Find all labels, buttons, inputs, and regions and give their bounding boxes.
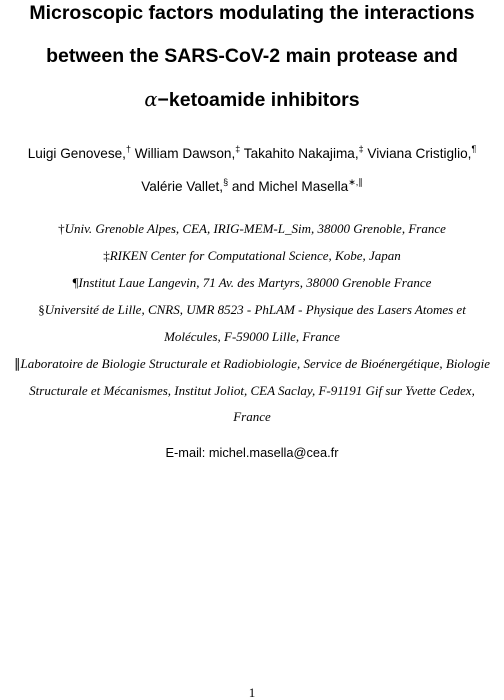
author-name: Viviana Cristiglio,: [367, 146, 472, 161]
author-name: Luigi Genovese,: [27, 146, 126, 161]
affiliation-mark: §: [38, 302, 45, 317]
authors-line-2: [0, 177, 504, 194]
author-affil-mark: ¶: [471, 144, 477, 154]
title-line-1: Microscopic factors modulating the interactions: [29, 2, 475, 24]
author-name: Valérie Vallet,: [141, 179, 224, 194]
authors-line-1: [0, 144, 504, 161]
title-line-3-rest: −ketoamide inhibitors: [157, 89, 360, 111]
affiliation-text: Univ. Grenoble Alpes, CEA, IRIG-MEM-L_Sim, 38000 Grenoble, France: [64, 221, 446, 236]
author-name: and Michel Masella: [231, 179, 349, 194]
author-affil-mark: ‡: [358, 144, 364, 154]
affiliation-text: RIKEN Center for Computational Science, Kobe, Japan: [109, 248, 401, 263]
author-affil-mark: ∗,∥: [348, 177, 363, 187]
affiliation-2: [0, 249, 504, 262]
title-alpha: α: [144, 88, 158, 111]
affiliation-1: [0, 222, 504, 235]
affiliation-5-cont-2: France: [233, 409, 271, 424]
contact-email: E-mail: michel.masella@cea.fr: [165, 445, 339, 460]
affiliation-mark: ‡: [103, 248, 110, 263]
affiliation-mark: ∥: [14, 356, 21, 371]
affiliation-5: [0, 357, 504, 370]
affiliation-mark: †: [58, 221, 65, 236]
affiliation-4-cont: Molécules, F-59000 Lille, France: [164, 329, 340, 344]
affiliation-3: [0, 276, 504, 289]
affiliation-4: [0, 303, 504, 316]
affiliation-mark: ¶: [72, 275, 79, 290]
author-affil-mark: ‡: [235, 144, 241, 154]
affiliation-text: Laboratoire de Biologie Structurale et Radiobiologie, Service de Bioénergétique, Biologie: [20, 356, 490, 371]
page-number: 1: [248, 685, 256, 700]
title-line-3: [0, 90, 504, 111]
affiliation-text: Institut Laue Langevin, 71 Av. des Martyrs, 38000 Grenoble France: [78, 275, 432, 290]
affiliation-text: Université de Lille, CNRS, UMR 8523 - PhLAM - Physique des Lasers Atomes et: [44, 302, 466, 317]
author-name: William Dawson,: [134, 146, 236, 161]
title-line-2: between the SARS-CoV-2 main protease and: [46, 45, 458, 67]
affiliation-5-cont: Structurale et Mécanismes, Institut Joliot, CEA Saclay, F-91191 Gif sur Yvette Cedex,: [29, 383, 475, 398]
author-name: Takahito Nakajima,: [243, 146, 359, 161]
author-affil-mark: †: [125, 144, 131, 154]
author-affil-mark: §: [223, 177, 229, 187]
